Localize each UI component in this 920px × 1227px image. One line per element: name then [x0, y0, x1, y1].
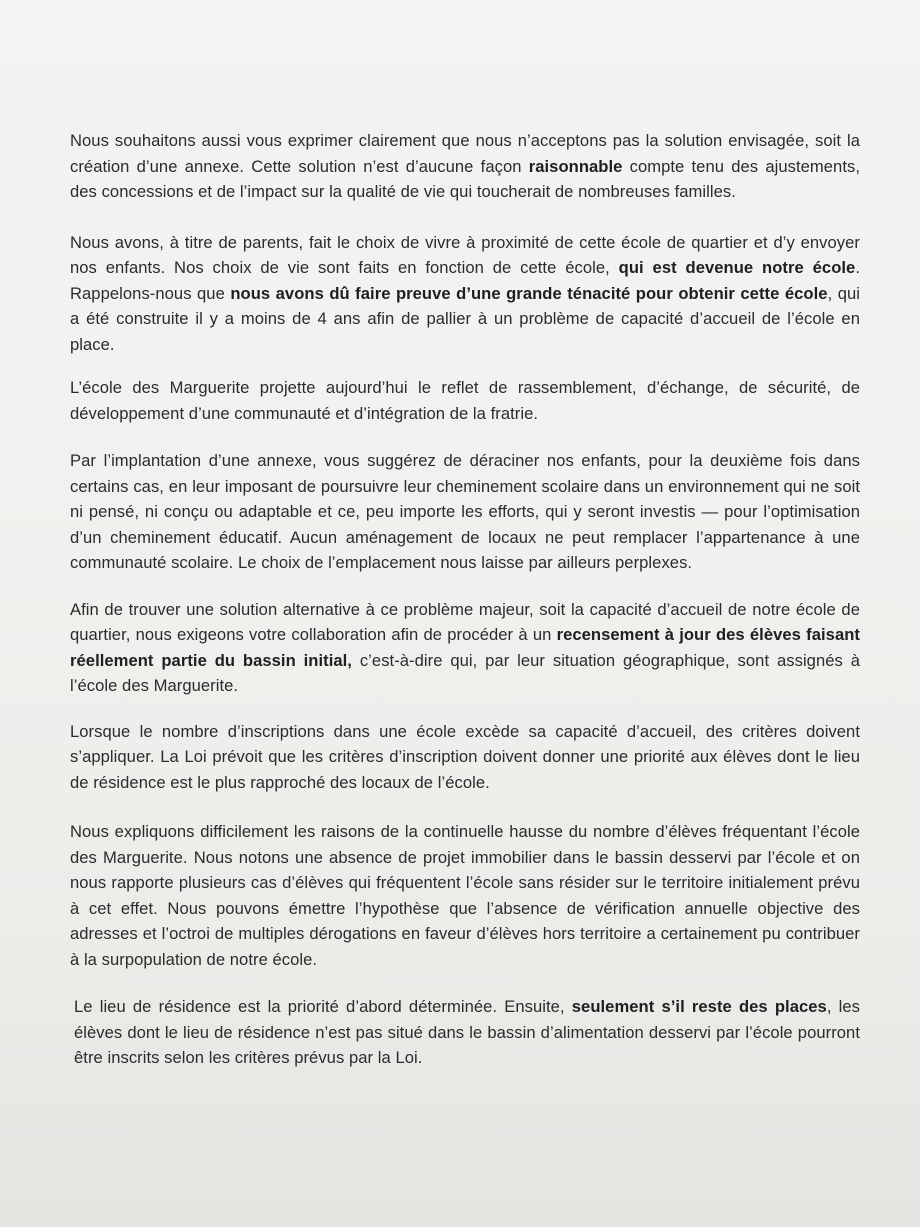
text-segment: Le lieu de résidence est la priorité d’abord déterminée. Ensuite,	[74, 997, 572, 1016]
text-segment: compte tenu des ajustements, des concessions et de l’impact sur la qualité de vie qui toucherait de nombreuses familles.	[70, 156, 861, 201]
bold-text-segment: qui est devenue notre école	[618, 258, 856, 277]
text-segment: Nous expliquons difficilement les raisons de la continuelle hausse du nombre d’élèves fréquentant l’école des Marguerite. Nous notons une absence de projet immobilier dans le bassin desservi par l’école et on nous rapporte plusieurs cas d’élèves qui fréquentent l’école sans résider sur le territoire initialement prévu à cet effet. Nous pouvons émettre l’hypothèse que l’absence de vérification annuelle objective des adresses et l’octroi de multiples dérogations en faveur d’élèves hors territoire a certainement pu contribuer à la surpopulation de notre école.	[70, 822, 860, 969]
paragraph-1	[70, 128, 860, 205]
paragraph-8	[74, 994, 860, 1071]
text-segment: Par l’implantation d’une annexe, vous suggérez de déraciner nos enfants, pour la deuxième fois dans certains cas, en leur imposant de poursuivre leur cheminement scolaire dans un environnement qui ne soit ni pensé, ni conçu ou adaptable et ce, peu importe les efforts, qui y seront investis — pour l’optimisation d’un cheminement éducatif. Aucun aménagement de locaux ne peut remplacer l’appartenance à une communauté scolaire. Le choix de l’emplacement nous laisse par ailleurs perplexes.	[70, 451, 860, 572]
text-segment: L’école des Marguerite projette aujourd’hui le reflet de rassemblement, d’échange, de sécurité, de développement d’une communauté et d’intégration de la fratrie.	[70, 378, 860, 423]
text-segment: c’est-à-dire qui, par leur situation géographique, sont assignés à l’école des Marguerite.	[70, 650, 860, 695]
bold-text-segment: nous avons dû faire preuve d’une grande ténacité pour obtenir cette école	[230, 283, 828, 303]
paragraph-5	[70, 597, 860, 699]
paragraph-3	[70, 375, 860, 426]
paragraph-2	[70, 230, 860, 358]
bold-text-segment: seulement s’il reste des places	[571, 997, 827, 1016]
bold-text-segment: raisonnable	[528, 156, 623, 176]
paragraph-6	[70, 719, 860, 796]
paragraph-7	[70, 819, 860, 972]
text-segment: Nous avons, à titre de parents, fait le choix de vivre à proximité de cette école de quartier et d’y envoyer nos enfants. Nos choix de vie sont faits en fonction de cette école,	[70, 232, 860, 277]
document-page	[70, 128, 860, 1095]
paragraph-4	[70, 448, 860, 576]
bold-text-segment: recensement à jour des élèves faisant réellement partie du bassin initial,	[70, 625, 861, 670]
text-segment: , qui a été construite il y a moins de 4 ans afin de pallier à un problème de capacité d’accueil de l’école en place.	[70, 283, 860, 354]
text-segment: Nous souhaitons aussi vous exprimer clairement que nous n’acceptons pas la solution envisagée, soit la création d’une annexe. Cette solution n’est d’aucune façon	[70, 131, 860, 176]
text-segment: Lorsque le nombre d’inscriptions dans une école excède sa capacité d’accueil, des critères doivent s’appliquer. La Loi prévoit que les critères d’inscription doivent donner une priorité aux élèves dont le lieu de résidence est le plus rapproché des locaux de l’école.	[70, 721, 860, 792]
text-segment: , les élèves dont le lieu de résidence n’est pas situé dans le bassin d’alimentation desservi par l’école pourront être inscrits selon les critères prévus par la Loi.	[74, 997, 861, 1067]
text-segment: . Rappelons-nous que	[70, 258, 860, 303]
text-segment: Afin de trouver une solution alternative à ce problème majeur, soit la capacité d’accueil de notre école de quartier, nous exigeons votre collaboration afin de procéder à un	[70, 599, 860, 644]
